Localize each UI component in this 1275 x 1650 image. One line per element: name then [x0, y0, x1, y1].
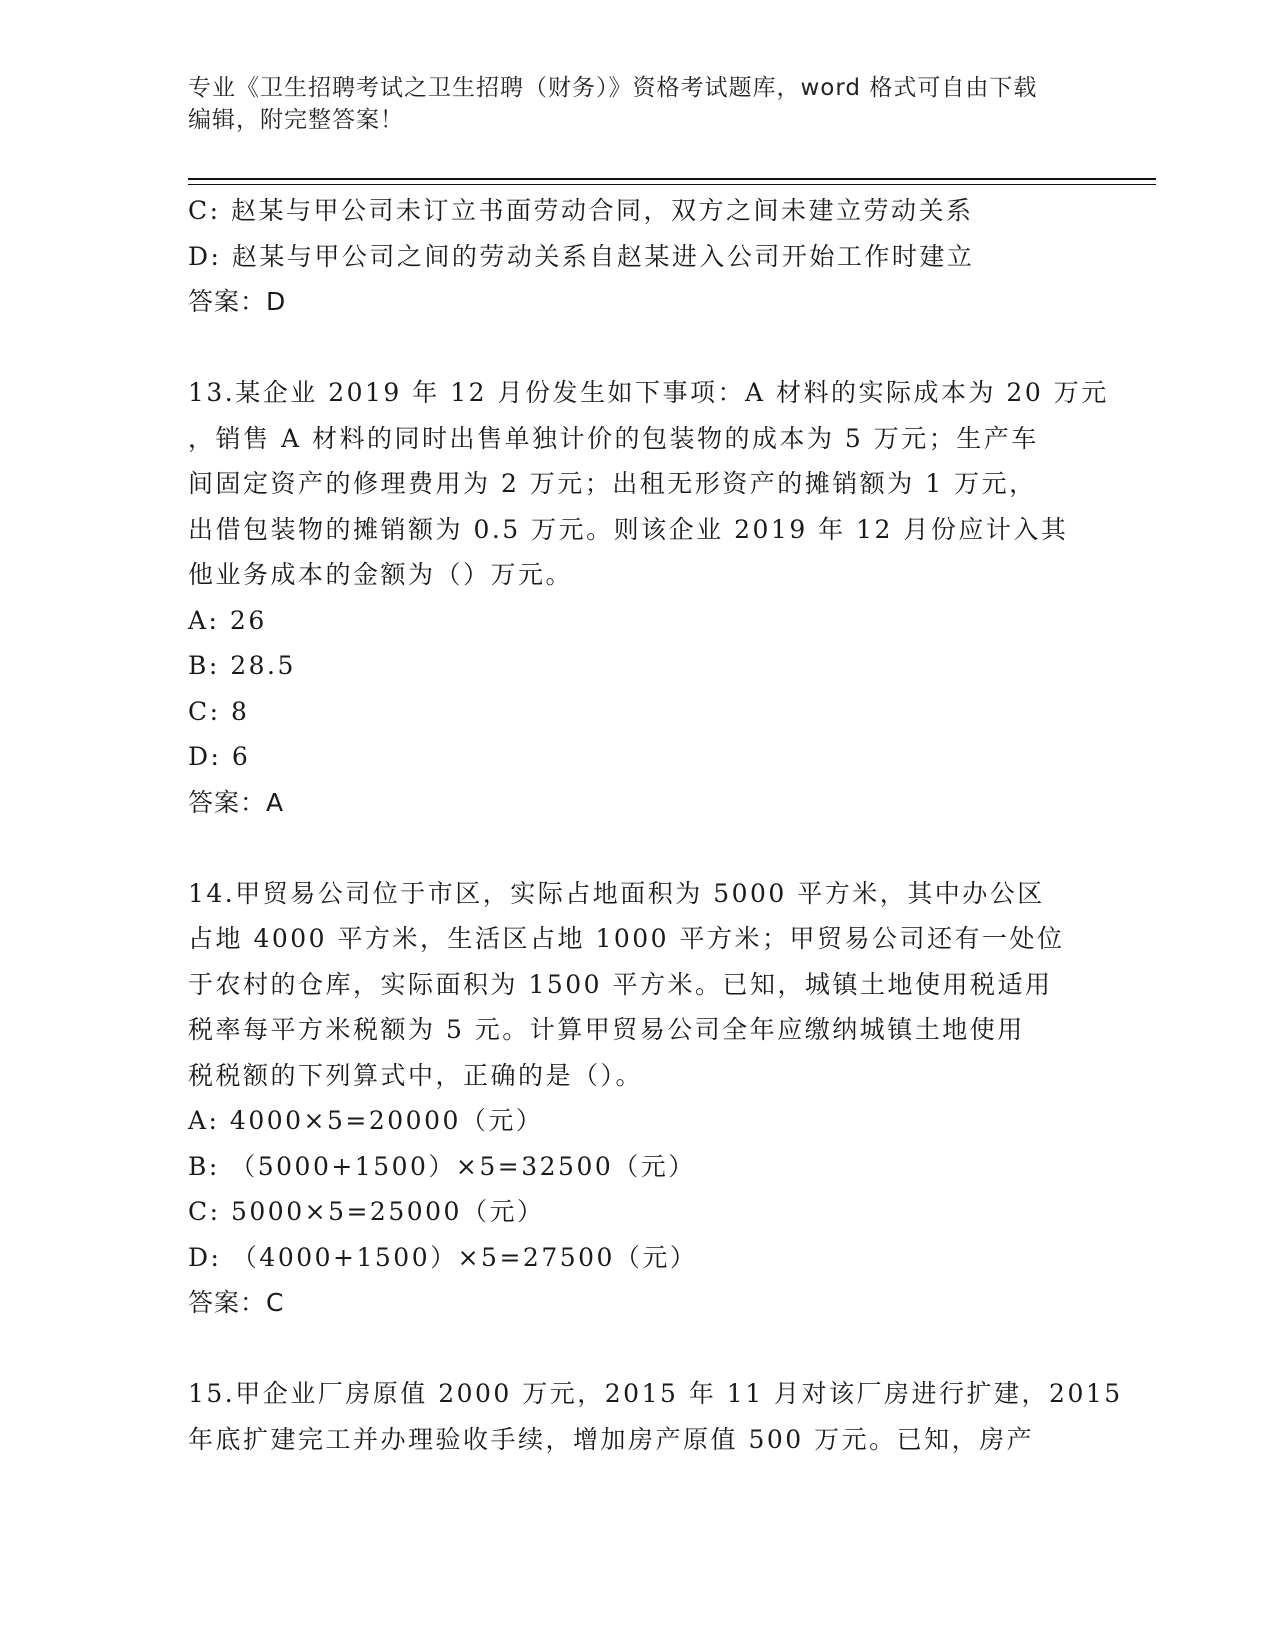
- q14-option-c: C: 5000×5=25000（元）: [188, 1197, 545, 1226]
- q13-option-b: B: 28.5: [188, 651, 296, 680]
- spacer: [188, 325, 1088, 371]
- q13-text-line: 出借包装物的摊销额为 0.5 万元。则该企业 2019 年 12 月份应计入其: [188, 514, 1069, 544]
- q14-text-line: 占地 4000 平方米，生活区占地 1000 平方米；甲贸易公司还有一处位: [188, 924, 1065, 953]
- question-12: [188, 188, 1088, 325]
- q13-option-d: D: 6: [188, 742, 251, 771]
- q13-text-line: 他业务成本的金额为（）万元。: [188, 560, 574, 589]
- q14-text-line: 14.甲贸易公司位于市区，实际占地面积为 5000 平方米，其中办公区: [188, 878, 1045, 908]
- question-content: [188, 188, 1123, 1462]
- q13-option-a: A: 26: [188, 605, 267, 635]
- q12-answer: 答案：D: [188, 287, 287, 316]
- header-rule-thin: [188, 184, 1156, 185]
- q14-option-d: D: （4000+1500）×5=27500（元）: [188, 1242, 698, 1272]
- q14-option-a: A: 4000×5=20000（元）: [188, 1106, 544, 1135]
- q14-option-b: B: （5000+1500）×5=32500（元）: [188, 1151, 696, 1181]
- q12-option-d: D: 赵某与甲公司之间的劳动关系自赵某进入公司开始工作时建立: [188, 241, 975, 271]
- header-note-line-2: 编辑，附完整答案！: [188, 107, 404, 133]
- q13-text-line: 13.某企业 2019 年 12 月份发生如下事项：A 材料的实际成本为 20 万元: [188, 378, 1109, 407]
- q13-option-c: C: 8: [188, 696, 250, 726]
- q13-text-line: 间固定资产的修理费用为 2 万元；出租无形资产的摊销额为 1 万元，: [188, 469, 1037, 498]
- q12-option-c: C: 赵某与甲公司未订立书面劳动合同，双方之间未建立劳动关系: [188, 196, 974, 225]
- q13-text-line: ，销售 A 材料的同时出售单独计价的包装物的成本为 5 万元；生产车: [188, 423, 1039, 453]
- q13-answer: 答案：A: [188, 787, 285, 817]
- q15-text-line: 年底扩建完工并办理验收手续，增加房产原值 500 万元。已知，房产: [188, 1424, 1035, 1454]
- q14-text-line: 税率每平方米税额为 5 元。计算甲贸易公司全年应缴纳城镇土地使用: [188, 1015, 1025, 1044]
- question-13: [188, 370, 1109, 825]
- spacer: [188, 825, 1088, 871]
- spacer: [188, 1326, 1088, 1372]
- question-15: [188, 1371, 1123, 1462]
- header-note: [188, 72, 1088, 136]
- q14-text-line: 于农村的仓库，实际面积为 1500 平方米。已知，城镇土地使用税适用: [188, 969, 1053, 999]
- header-note-line-1: 专业《卫生招聘考试之卫生招聘（财务）》资格考试题库，word 格式可自由下载: [188, 75, 1038, 101]
- q15-text-line: 15.甲企业厂房原值 2000 万元，2015 年 11 月对该厂房进行扩建，2015: [188, 1379, 1123, 1408]
- question-14: [188, 871, 1088, 1326]
- q14-answer: 答案：C: [188, 1288, 285, 1317]
- q14-text-line: 税税额的下列算式中，正确的是（）。: [188, 1060, 644, 1090]
- header-rule-thick: [188, 178, 1156, 180]
